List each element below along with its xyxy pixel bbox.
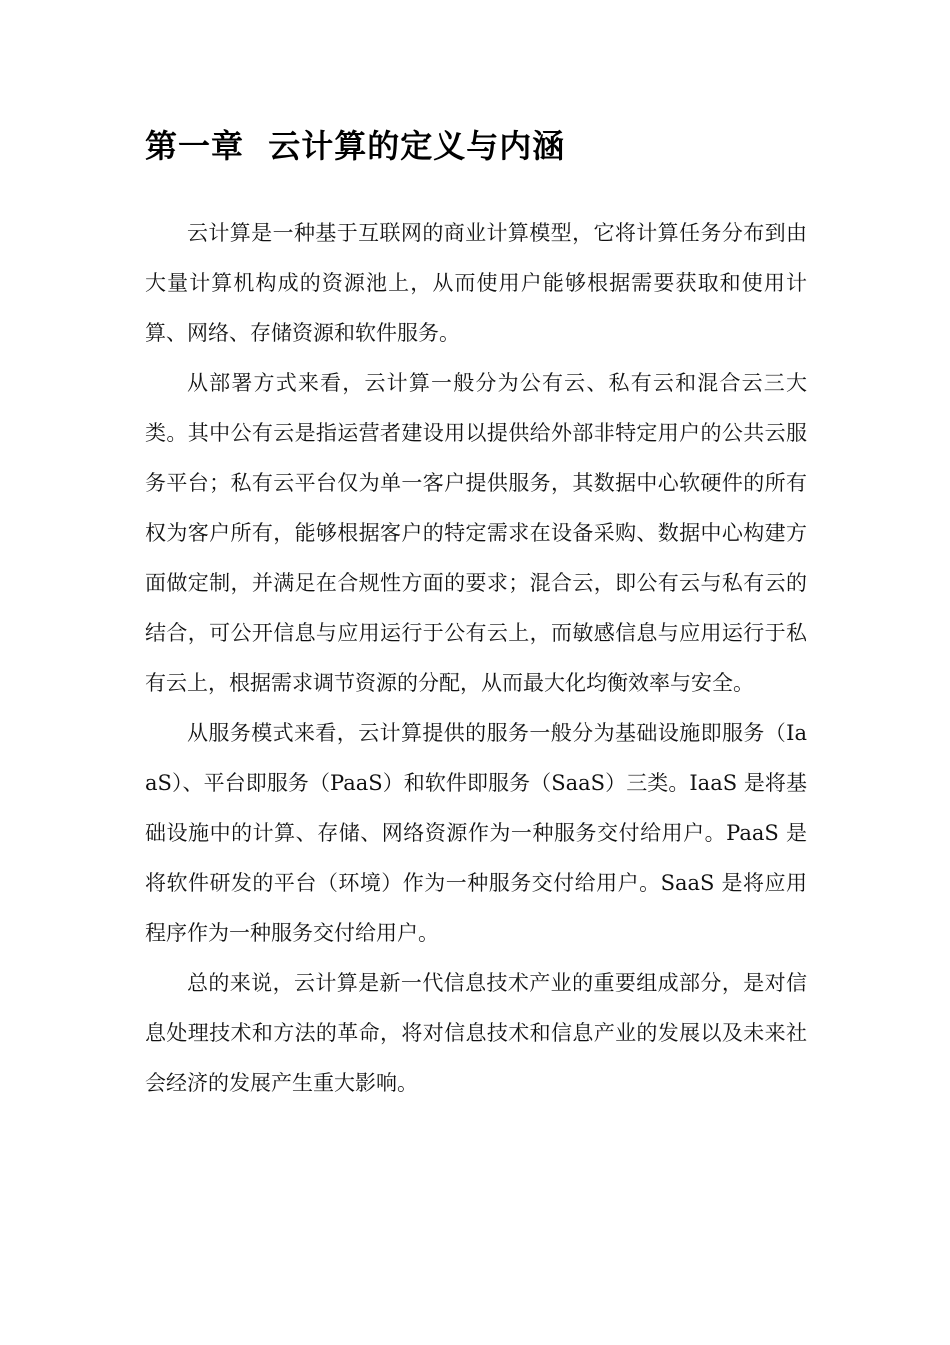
chapter-title: 第一章 云计算的定义与内涵: [145, 127, 566, 165]
document-content: [145, 122, 807, 1108]
paragraph-service-models: 从服务模式来看，云计算提供的服务一般分为基础设施即服务（IaaS）、平台即服务（PaaS）和软件即服务（SaaS）三类。IaaS 是将基础设施中的计算、存储、网络资源作为一种服务交付给用户。PaaS 是将软件研发的平台（环境）作为一种服务交付给用户。SaaS 是将应用程序作为一种服务交付给用户。: [145, 721, 807, 945]
paragraph-definition: 云计算是一种基于互联网的商业计算模型，它将计算任务分布到由大量计算机构成的资源池上，从而使用户能够根据需要获取和使用计算、网络、存储资源和软件服务。: [145, 221, 807, 345]
paragraph-deployment-models: 从部署方式来看，云计算一般分为公有云、私有云和混合云三大类。其中公有云是指运营者建设用以提供给外部非特定用户的公共云服务平台；私有云平台仅为单一客户提供服务，其数据中心软硬件的所有权为客户所有，能够根据客户的特定需求在设备采购、数据中心构建方面做定制，并满足在合规性方面的要求；混合云，即公有云与私有云的结合，可公开信息与应用运行于公有云上，而敏感信息与应用运行于私有云上，根据需求调节资源的分配，从而最大化均衡效率与安全。: [145, 371, 807, 695]
paragraph-summary: 总的来说，云计算是新一代信息技术产业的重要组成部分，是对信息处理技术和方法的革命，将对信息技术和信息产业的发展以及未来社会经济的发展产生重大影响。: [145, 971, 807, 1095]
